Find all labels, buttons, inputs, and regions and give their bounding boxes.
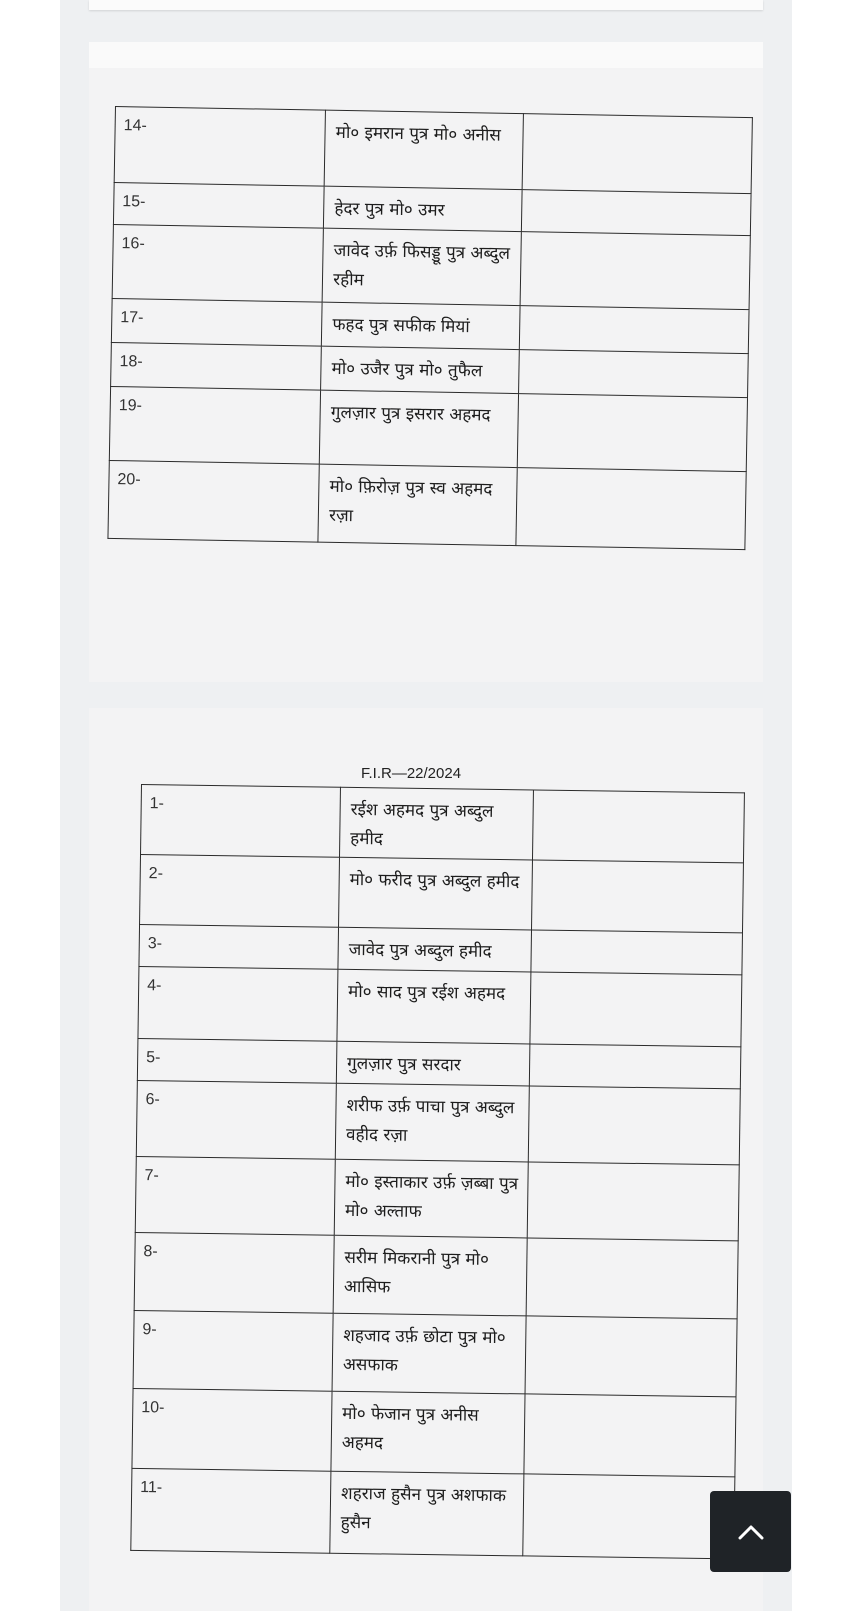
serial-number: 6- (136, 1080, 336, 1159)
fir-number-heading: F.I.R—22/2024 (361, 765, 462, 782)
serial-number: 20- (108, 460, 320, 542)
person-name: हेदर पुत्र मो० उमर (324, 186, 522, 231)
empty-cell (526, 1238, 738, 1319)
person-name: मो० फेजान पुत्र अनीस अहमद (331, 1391, 525, 1474)
serial-number: 9- (133, 1310, 333, 1391)
serial-number: 18- (111, 342, 322, 390)
person-name: मो० उजैर पुत्र मो० तुफैल (321, 346, 519, 393)
scanned-page-2 (89, 708, 763, 1611)
serial-number: 19- (109, 386, 320, 464)
empty-cell (520, 232, 751, 310)
table-row (140, 855, 744, 933)
person-name: गुलज़ार पुत्र इसरार अहमद (319, 390, 518, 467)
person-name: मो० फरीद पुत्र अब्दुल हमीद (339, 857, 533, 930)
empty-cell (531, 930, 743, 975)
person-name: फहद पुत्र सफीक मियां (322, 302, 520, 349)
empty-cell (517, 394, 748, 472)
table-row (138, 966, 742, 1046)
person-name: रईश अहमद पुत्र अब्दुल हमीद (339, 787, 533, 860)
empty-cell (528, 1086, 740, 1165)
table-row (134, 1232, 738, 1318)
serial-number: 1- (141, 785, 341, 858)
table-row (114, 107, 752, 194)
serial-number: 11- (131, 1468, 331, 1553)
empty-cell (529, 1044, 741, 1089)
person-name: जावेद उर्फ़ फिसड्डू पुत्र अब्दुल रहीम (322, 228, 521, 305)
empty-cell (531, 860, 743, 933)
accused-list-table-2 (130, 784, 745, 1559)
scanned-page-1 (89, 68, 763, 682)
serial-number: 7- (135, 1156, 335, 1235)
table-row (108, 460, 746, 549)
empty-cell (516, 468, 747, 550)
accused-list-table-1 (107, 106, 752, 550)
previous-card-edge (89, 0, 763, 10)
table-row (112, 224, 750, 309)
table-row (109, 386, 747, 471)
table-row (136, 1080, 740, 1164)
empty-cell (527, 1162, 739, 1241)
person-name: मो० इमरान पुत्र मो० अनीस (324, 110, 523, 189)
empty-cell (524, 1394, 736, 1477)
empty-cell (521, 190, 751, 236)
serial-number: 5- (137, 1038, 337, 1083)
serial-number: 17- (111, 298, 322, 346)
person-name: शहजाद उर्फ़ छोटा पुत्र मो० असफाक (332, 1313, 526, 1394)
empty-cell (523, 1474, 735, 1559)
empty-cell (525, 1316, 737, 1397)
person-name: मो० साद पुत्र रईश अहमद (337, 969, 531, 1044)
person-name: सरीम मिकरानी पुत्र मो० आसिफ (333, 1235, 527, 1316)
serial-number: 2- (140, 855, 340, 928)
person-name: शरीफ उर्फ़ पाचा पुत्र अब्दुल वहीद रज़ा (335, 1083, 529, 1162)
person-name: मो० इस्ताकार उर्फ़ ज़ब्बा पुत्र मो० अल्ताफ (334, 1159, 528, 1238)
empty-cell (530, 972, 742, 1047)
person-name: शहराज हुसैन पुत्र अशफाक हुसैन (330, 1471, 524, 1556)
person-name: जावेद पुत्र अब्दुल हमीद (338, 927, 532, 972)
serial-number: 3- (139, 924, 339, 969)
back-to-top-button[interactable] (710, 1491, 791, 1572)
empty-cell (532, 790, 744, 863)
serial-number: 14- (114, 107, 325, 187)
document-image-card-1 (89, 42, 763, 682)
table-row (135, 1156, 739, 1240)
empty-cell (519, 306, 749, 354)
serial-number: 8- (134, 1232, 334, 1313)
chevron-up-icon (738, 1524, 764, 1540)
serial-number: 4- (138, 966, 338, 1041)
person-name: गुलज़ार पुत्र सरदार (336, 1041, 530, 1086)
person-name: मो० फ़िरोज़ पुत्र स्व अहमद रज़ा (318, 464, 517, 545)
empty-cell (518, 350, 748, 398)
serial-number: 16- (112, 224, 323, 302)
empty-cell (522, 114, 753, 194)
table-row (131, 1468, 735, 1558)
table-row (141, 785, 745, 863)
document-image-card-2 (89, 708, 763, 1611)
table-row (132, 1388, 736, 1476)
table-row (133, 1310, 737, 1396)
serial-number: 15- (113, 182, 324, 228)
serial-number: 10- (132, 1388, 332, 1471)
